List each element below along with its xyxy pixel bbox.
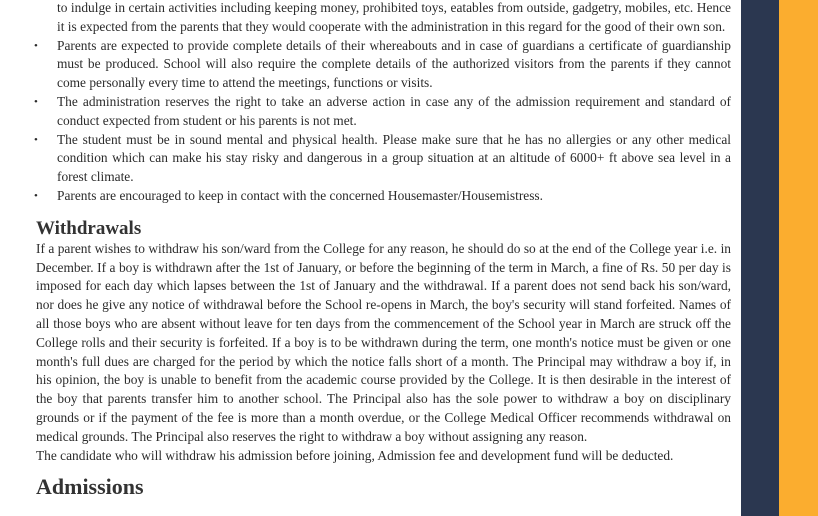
admissions-heading: Admissions	[36, 474, 144, 500]
list-item	[36, 93, 731, 131]
list-item	[36, 37, 731, 93]
list-item-text: The administration reserves the right to take an adverse action in case any of the admission requirement and standard of conduct expected from student or his parents is not met.	[57, 93, 731, 128]
list-item-text: Parents are encouraged to keep in contact with the concerned Housemaster/Housemistress.	[57, 187, 543, 203]
list-item	[36, 0, 731, 37]
bullet-icon: •	[34, 189, 38, 202]
withdrawals-paragraph: If a parent wishes to withdraw his son/ward from the College for any reason, he should do so at the end of the College year i.e. in December. If a boy is withdrawn after the 1st of January, or before the beginning of the term in March, a fine of Rs. 50 per day is imposed for each day which lapses between the 1st of January and the withdrawal. If a parent does not send back his son/ward, nor does he give any notice of withdrawal before the School re-opens in March, the boy's security will stand forfeited. Names of all those boys who are absent without leave for ten days from the commencement of the School year in March are struck off the College rolls and their security is forfeited. If a boy is to be withdrawn during the term, one month's notice must be given or one month's full dues are charged for the period by which the notice falls short of a month. The Principal may withdraw a boy if, in his opinion, the boy is unable to benefit from the academic course provided by the College. It is then desirable in the interest of the boy that parents transfer him to another school. The Principal also has the sole power to withdraw a boy on disciplinary grounds or if the payment of the fee is more than a month overdue, or the College Medical Officer recommends withdrawal on medical grounds. The Principal also reserves the right to withdraw a boy without assigning any reason.	[36, 240, 731, 444]
list-item-text: The student must be in sound mental and physical health. Please make sure that he has no allergies or any other medical condition which can make his stay risky and dangerous in a group situation at an altitude of 6000+ ft above sea level in a forest climate.	[57, 131, 731, 185]
document-body	[36, 0, 731, 498]
bullet-icon: •	[34, 39, 38, 52]
list-item	[36, 131, 731, 187]
decorative-band-dark	[741, 0, 779, 516]
withdrawals-heading: Withdrawals	[36, 217, 142, 239]
withdrawals-note: The candidate who will withdraw his admission before joining, Admission fee and development fund will be deducted.	[36, 447, 674, 463]
bullet-icon: •	[34, 95, 38, 108]
bullet-icon: •	[34, 133, 38, 146]
decorative-band-orange	[779, 0, 818, 516]
list-item	[36, 187, 731, 206]
rules-list	[36, 0, 731, 206]
list-item-text: Parents are expected to provide complete details of their whereabouts and in case of guardians a certificate of guardianship must be produced. School will also require the complete details of the authorized visitors from the parents if they cannot come personally every time to attend the meetings, functions or visits.	[57, 37, 731, 91]
list-item-text: to indulge in certain activities including keeping money, prohibited toys, eatables from outside, gadgetry, mobiles, etc. Hence it is expected from the parents that they would cooperate with the administration in this regard for the good of their own son.	[57, 0, 731, 34]
